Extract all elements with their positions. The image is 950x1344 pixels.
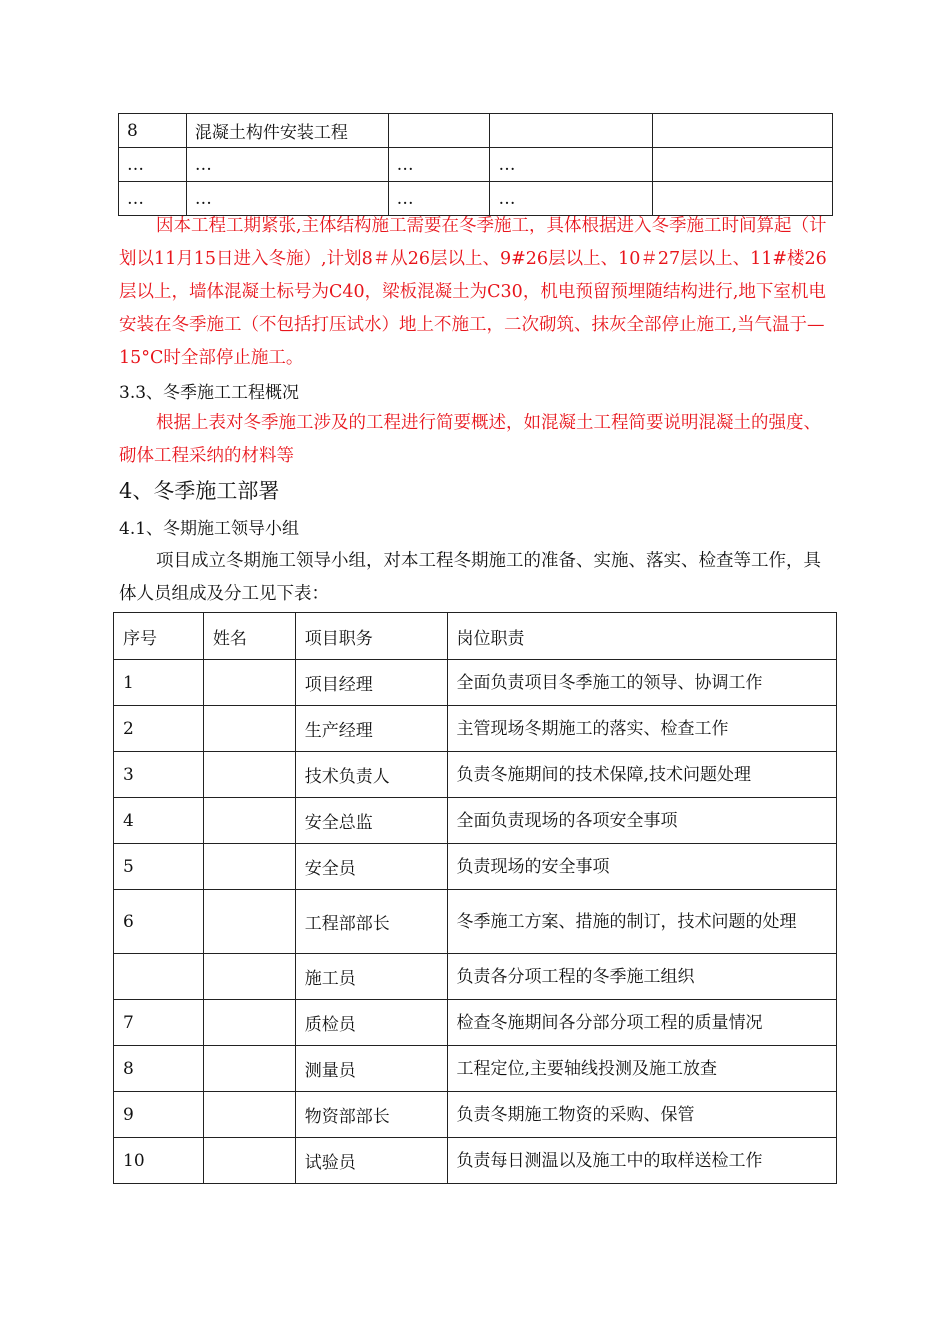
table-cell: 负责冬施期间的技术保障,技术问题处理 xyxy=(447,752,836,798)
table-cell: 生产经理 xyxy=(295,706,447,752)
table-cell: 工程定位,主要轴线投测及施工放查 xyxy=(447,1046,836,1092)
section-heading-4-1: 4.1、冬期施工领导小组 xyxy=(119,519,300,539)
table-cell xyxy=(388,114,490,148)
column-header: 项目职务 xyxy=(295,613,447,660)
table-row xyxy=(114,1046,837,1092)
table-cell: 6 xyxy=(114,890,204,954)
table-cell: 物资部部长 xyxy=(295,1092,447,1138)
column-header: 序号 xyxy=(114,613,204,660)
table-cell: 主管现场冬期施工的落实、检查工作 xyxy=(447,706,836,752)
table-row xyxy=(114,954,837,1000)
table-cell xyxy=(114,954,204,1000)
table-cell: 7 xyxy=(114,1000,204,1046)
table-cell: 9 xyxy=(114,1092,204,1138)
table-row xyxy=(119,148,833,182)
table-row xyxy=(114,660,837,706)
table-cell xyxy=(203,954,295,1000)
table-cell xyxy=(203,660,295,706)
leadership-team-table xyxy=(113,612,837,1184)
work-items-table xyxy=(118,113,833,216)
table-cell: … xyxy=(119,182,187,216)
table-cell: 安全总监 xyxy=(295,798,447,844)
table-cell: 8 xyxy=(119,114,187,148)
table-cell: 负责现场的安全事项 xyxy=(447,844,836,890)
table-cell: 安全员 xyxy=(295,844,447,890)
table-cell: 工程部部长 xyxy=(295,890,447,954)
table-cell xyxy=(203,1138,295,1184)
table-cell: 8 xyxy=(114,1046,204,1092)
table-cell: 负责各分项工程的冬季施工组织 xyxy=(447,954,836,1000)
table-cell: 10 xyxy=(114,1138,204,1184)
table-cell: 全面负责现场的各项安全事项 xyxy=(447,798,836,844)
table-row xyxy=(114,798,837,844)
table-cell xyxy=(653,114,833,148)
column-header: 姓名 xyxy=(203,613,295,660)
table-cell xyxy=(203,752,295,798)
table-row xyxy=(114,1092,837,1138)
table-cell: 负责冬期施工物资的采购、保管 xyxy=(447,1092,836,1138)
table-cell xyxy=(203,1046,295,1092)
table-row xyxy=(114,890,837,954)
table-cell xyxy=(203,844,295,890)
table-cell: 全面负责项目冬季施工的领导、协调工作 xyxy=(447,660,836,706)
table-cell: 质检员 xyxy=(295,1000,447,1046)
table-row xyxy=(114,844,837,890)
table-cell: 4 xyxy=(114,798,204,844)
table-cell xyxy=(203,890,295,954)
table-row xyxy=(114,752,837,798)
table-cell: … xyxy=(186,182,388,216)
column-header: 岗位职责 xyxy=(447,613,836,660)
table-row xyxy=(114,706,837,752)
winter-construction-paragraph: 因本工程工期紧张,主体结构施工需要在冬季施工，具体根据进入冬季施工时间算起（计划以11月15日进入冬施）,计划8＃从26层以上、9#26层以上、10＃27层以上、11#楼26层以上，墙体混凝土标号为C40，梁板混凝土为C30，机电预留预埋随结构进行,地下室机电安装在冬季施工（不包括打压试水）地上不施工，二次砌筑、抹灰全部停止施工,当气温于—15°C时全部停止施工。 xyxy=(119,216,827,368)
table-cell: … xyxy=(119,148,187,182)
table-cell: 施工员 xyxy=(295,954,447,1000)
table-cell: 测量员 xyxy=(295,1046,447,1092)
table-cell: 混凝土构件安装工程 xyxy=(186,114,388,148)
table-cell: 检查冬施期间各分部分项工程的质量情况 xyxy=(447,1000,836,1046)
overview-paragraph: 根据上表对冬季施工涉及的工程进行简要概述，如混凝土工程简要说明混凝土的强度、砌体工程采纳的材料等 xyxy=(119,413,821,466)
table-cell: 项目经理 xyxy=(295,660,447,706)
leadership-team-paragraph: 项目成立冬期施工领导小组，对本工程冬期施工的准备、实施、落实、检查等工作，具体人员组成及分工见下表： xyxy=(119,551,821,604)
table-cell: … xyxy=(490,182,653,216)
table-cell xyxy=(203,1092,295,1138)
table-cell xyxy=(203,1000,295,1046)
table-cell: … xyxy=(186,148,388,182)
table-cell xyxy=(203,798,295,844)
table-row xyxy=(114,1000,837,1046)
table-cell: … xyxy=(388,148,490,182)
table-cell: 3 xyxy=(114,752,204,798)
table-cell: 2 xyxy=(114,706,204,752)
section-heading-3-3: 3.3、冬季施工工程概况 xyxy=(119,383,300,403)
table-cell: 负责每日测温以及施工中的取样送检工作 xyxy=(447,1138,836,1184)
table-cell xyxy=(203,706,295,752)
table-row xyxy=(119,114,833,148)
table-cell xyxy=(653,148,833,182)
table-cell: 5 xyxy=(114,844,204,890)
table-cell xyxy=(490,114,653,148)
table-header-row xyxy=(114,613,837,660)
table-row xyxy=(114,1138,837,1184)
table-cell: 1 xyxy=(114,660,204,706)
table-cell: … xyxy=(388,182,490,216)
table-cell: 试验员 xyxy=(295,1138,447,1184)
table-cell: 冬季施工方案、措施的制订，技术问题的处理 xyxy=(447,890,836,954)
table-cell: 技术负责人 xyxy=(295,752,447,798)
section-heading-4: 4、冬季施工部署 xyxy=(119,479,280,503)
table-cell: … xyxy=(490,148,653,182)
